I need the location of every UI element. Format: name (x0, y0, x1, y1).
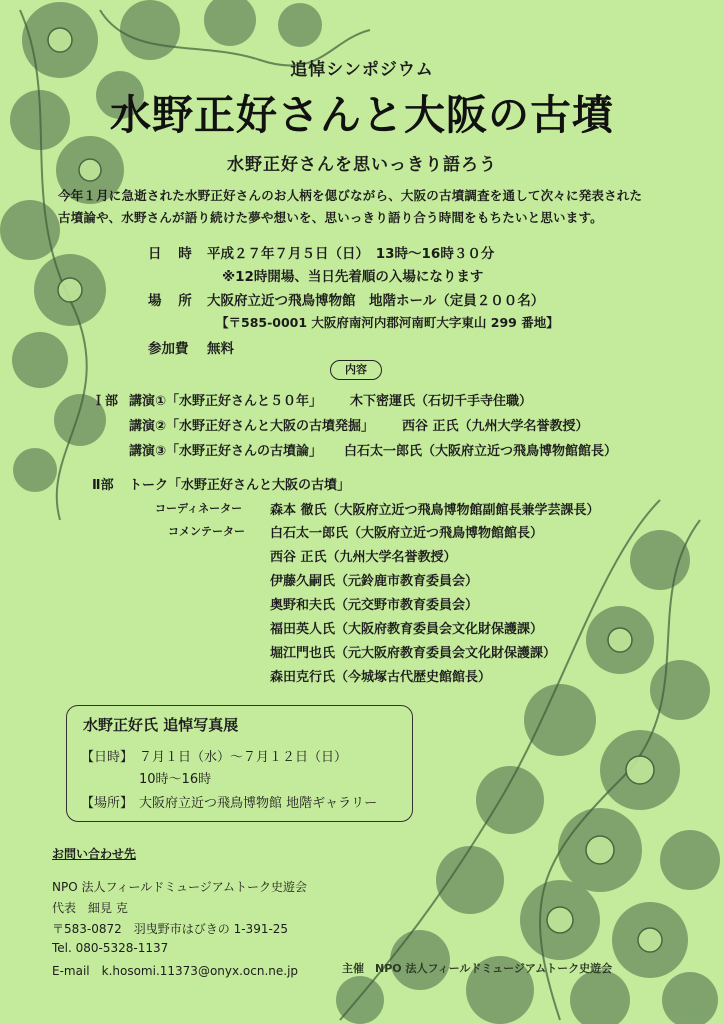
event-type: 追悼シンポジウム (290, 60, 434, 80)
exhibition-title: 水野正好氏 追悼写真展 (83, 716, 239, 734)
intro-line-2: 古墳論や、水野さんが語り続けた夢や想いを、思いっきり語り合う時間をもちたいと思います。 (58, 210, 603, 225)
part2-label: Ⅱ部 (92, 478, 114, 493)
place-label: 場 所 (148, 293, 198, 309)
coordinator-name: 森本 徹氏（大阪府立近つ飛鳥博物館副館長兼学芸課長） (270, 503, 600, 518)
date-label: 日 時 (148, 246, 198, 262)
place-address: 【〒585-0001 大阪府南河内郡河南町大字東山 299 番地】 (216, 315, 559, 330)
commentator-role: コメンテーター (168, 525, 245, 538)
talk-title: トーク「水野正好さんと大阪の古墳」 (129, 478, 351, 493)
exhibition-date-label: 【日時】 (81, 750, 134, 765)
part1-label: Ｉ部 (92, 394, 119, 409)
place-value: 大阪府立近つ飛鳥博物館 地階ホール（定員２００名） (207, 293, 545, 309)
commentator-3: 伊藤久嗣氏（元鈴鹿市教育委員会） (270, 574, 479, 589)
contact-address: 〒583-0872 羽曳野市はびきの 1-391-25 (52, 922, 289, 936)
exhibition-box (66, 705, 413, 822)
lecture-1-title: 講演①「水野正好さんと５０年」 (129, 394, 323, 409)
lecture-2-title: 講演②「水野正好さんと大阪の古墳発掘」 (129, 419, 375, 434)
date-note: ※12時開場、当日先着順の入場になります (222, 269, 484, 285)
commentator-4: 奥野和夫氏（元交野市教育委員会） (270, 598, 479, 613)
exhibition-place-value: 大阪府立近つ飛鳥博物館 地階ギャラリー (139, 796, 378, 811)
commentator-2: 西谷 正氏（九州大学名誉教授） (270, 550, 457, 565)
contact-org: NPO 法人フィールドミュージアムトーク史遊会 (52, 880, 307, 894)
commentator-1: 白石太一郎氏（大阪府立近つ飛鳥博物館館長） (270, 526, 544, 541)
coordinator-role: コーディネーター (155, 502, 243, 515)
page-title: 水野正好さんと大阪の古墳 (110, 91, 614, 139)
lecture-1-speaker: 木下密運氏（石切千手寺住職） (350, 394, 533, 409)
intro-line-1: 今年１月に急逝された水野正好さんのお人柄を偲びながら、大阪の古墳調査を通して次々に発表された (58, 188, 643, 203)
fee-label: 参加費 (148, 341, 189, 357)
organizer-credit: 主催 NPO 法人フィールドミュージアムトーク史遊会 (342, 962, 613, 975)
exhibition-place-label: 【場所】 (81, 796, 134, 811)
contact-heading: お問い合わせ先 (52, 847, 137, 861)
date-value: 平成２７年７月５日（日） 13時～16時３０分 (207, 246, 495, 262)
lecture-3-speaker: 白石太一郎氏（大阪府立近つ飛鳥博物館館長） (344, 444, 618, 459)
commentator-6: 堀江門也氏（元大阪府教育委員会文化財保護課） (270, 646, 557, 661)
lecture-3-title: 講演③「水野正好さんの古墳論」 (129, 444, 323, 459)
fee-value: 無料 (207, 341, 234, 357)
commentator-7: 森田克行氏（今城塚古代歴史館館長） (270, 670, 492, 685)
contents-badge: 内容 (330, 360, 382, 380)
event-subtitle: 水野正好さんを思いっきり語ろう (227, 155, 497, 175)
exhibition-date-value: ７月１日（水）～７月１２日（日） (139, 750, 348, 765)
contact-rep: 代表 細見 克 (52, 901, 128, 915)
contact-email: E-mail k.hosomi.11373@onyx.ocn.ne.jp (52, 964, 299, 978)
exhibition-time-value: 10時～16時 (139, 772, 212, 787)
lecture-2-speaker: 西谷 正氏（九州大学名誉教授） (402, 419, 589, 434)
commentator-5: 福田英人氏（大阪府教育委員会文化財保護課） (270, 622, 544, 637)
contact-tel: Tel. 080-5328-1137 (52, 941, 169, 955)
